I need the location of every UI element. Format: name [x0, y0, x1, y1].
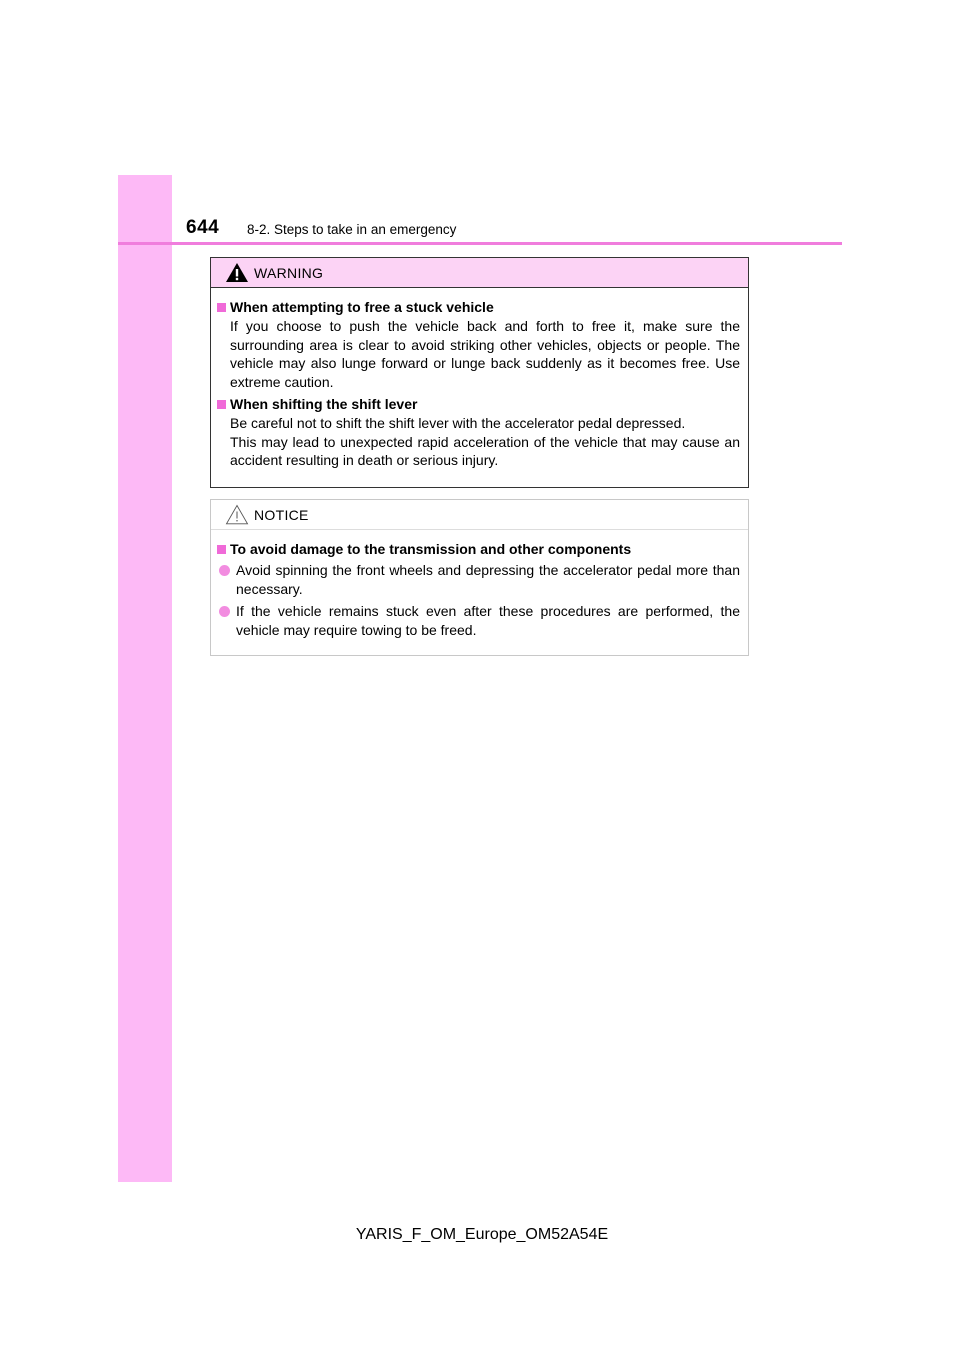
notice-item-title [217, 540, 740, 559]
warning-header [211, 258, 748, 288]
chapter-side-tab [118, 175, 172, 1182]
notice-box [210, 499, 749, 656]
notice-bullet-item [217, 561, 740, 598]
warning-item-paragraph: Be careful not to shift the shift lever with the accelerator pedal depressed. [230, 415, 686, 431]
circle-bullet-icon [219, 606, 230, 617]
notice-bullet-text: If the vehicle remains stuck even after these procedures are performed, the vehicle may require towing to be freed. [236, 603, 740, 638]
warning-label: WARNING [254, 265, 324, 281]
square-bullet-icon [217, 303, 226, 312]
warning-item-title [217, 395, 740, 414]
warning-item-title-text: When attempting to free a stuck vehicle [230, 299, 494, 315]
warning-item-paragraph: If you choose to push the vehicle back and forth to free it, make sure the surrounding area is clear to avoid striking other vehicles, objects or people. The vehicle may also lunge forward or lunge back suddenly as it becomes free. Use extreme caution. [230, 318, 740, 390]
notice-bullet-text: Avoid spinning the front wheels and depressing the accelerator pedal more than necessary. [236, 562, 740, 597]
page-number: 644 [186, 217, 220, 238]
caution-outline-icon [225, 504, 249, 525]
notice-bullet-item [217, 602, 740, 639]
warning-item-title [217, 298, 740, 317]
notice-body [211, 530, 748, 639]
warning-triangle-icon [225, 262, 249, 283]
circle-bullet-icon [219, 565, 230, 576]
warning-body [211, 288, 748, 470]
header-rule [118, 242, 842, 245]
notice-header [211, 500, 748, 530]
square-bullet-icon [217, 400, 226, 409]
section-title: 8-2. Steps to take in an emergency [247, 222, 457, 237]
warning-item-paragraph: This may lead to unexpected rapid acceleration of the vehicle that may cause an accident resulting in death or serious injury. [230, 433, 740, 468]
warning-item-title-text: When shifting the shift lever [230, 396, 418, 412]
notice-item-title-text: To avoid damage to the transmission and other components [230, 541, 632, 557]
notice-label: NOTICE [254, 507, 309, 523]
square-bullet-icon [217, 545, 226, 554]
warning-box [210, 257, 749, 488]
document-footer-id: YARIS_F_OM_Europe_OM52A54E [355, 1226, 609, 1243]
